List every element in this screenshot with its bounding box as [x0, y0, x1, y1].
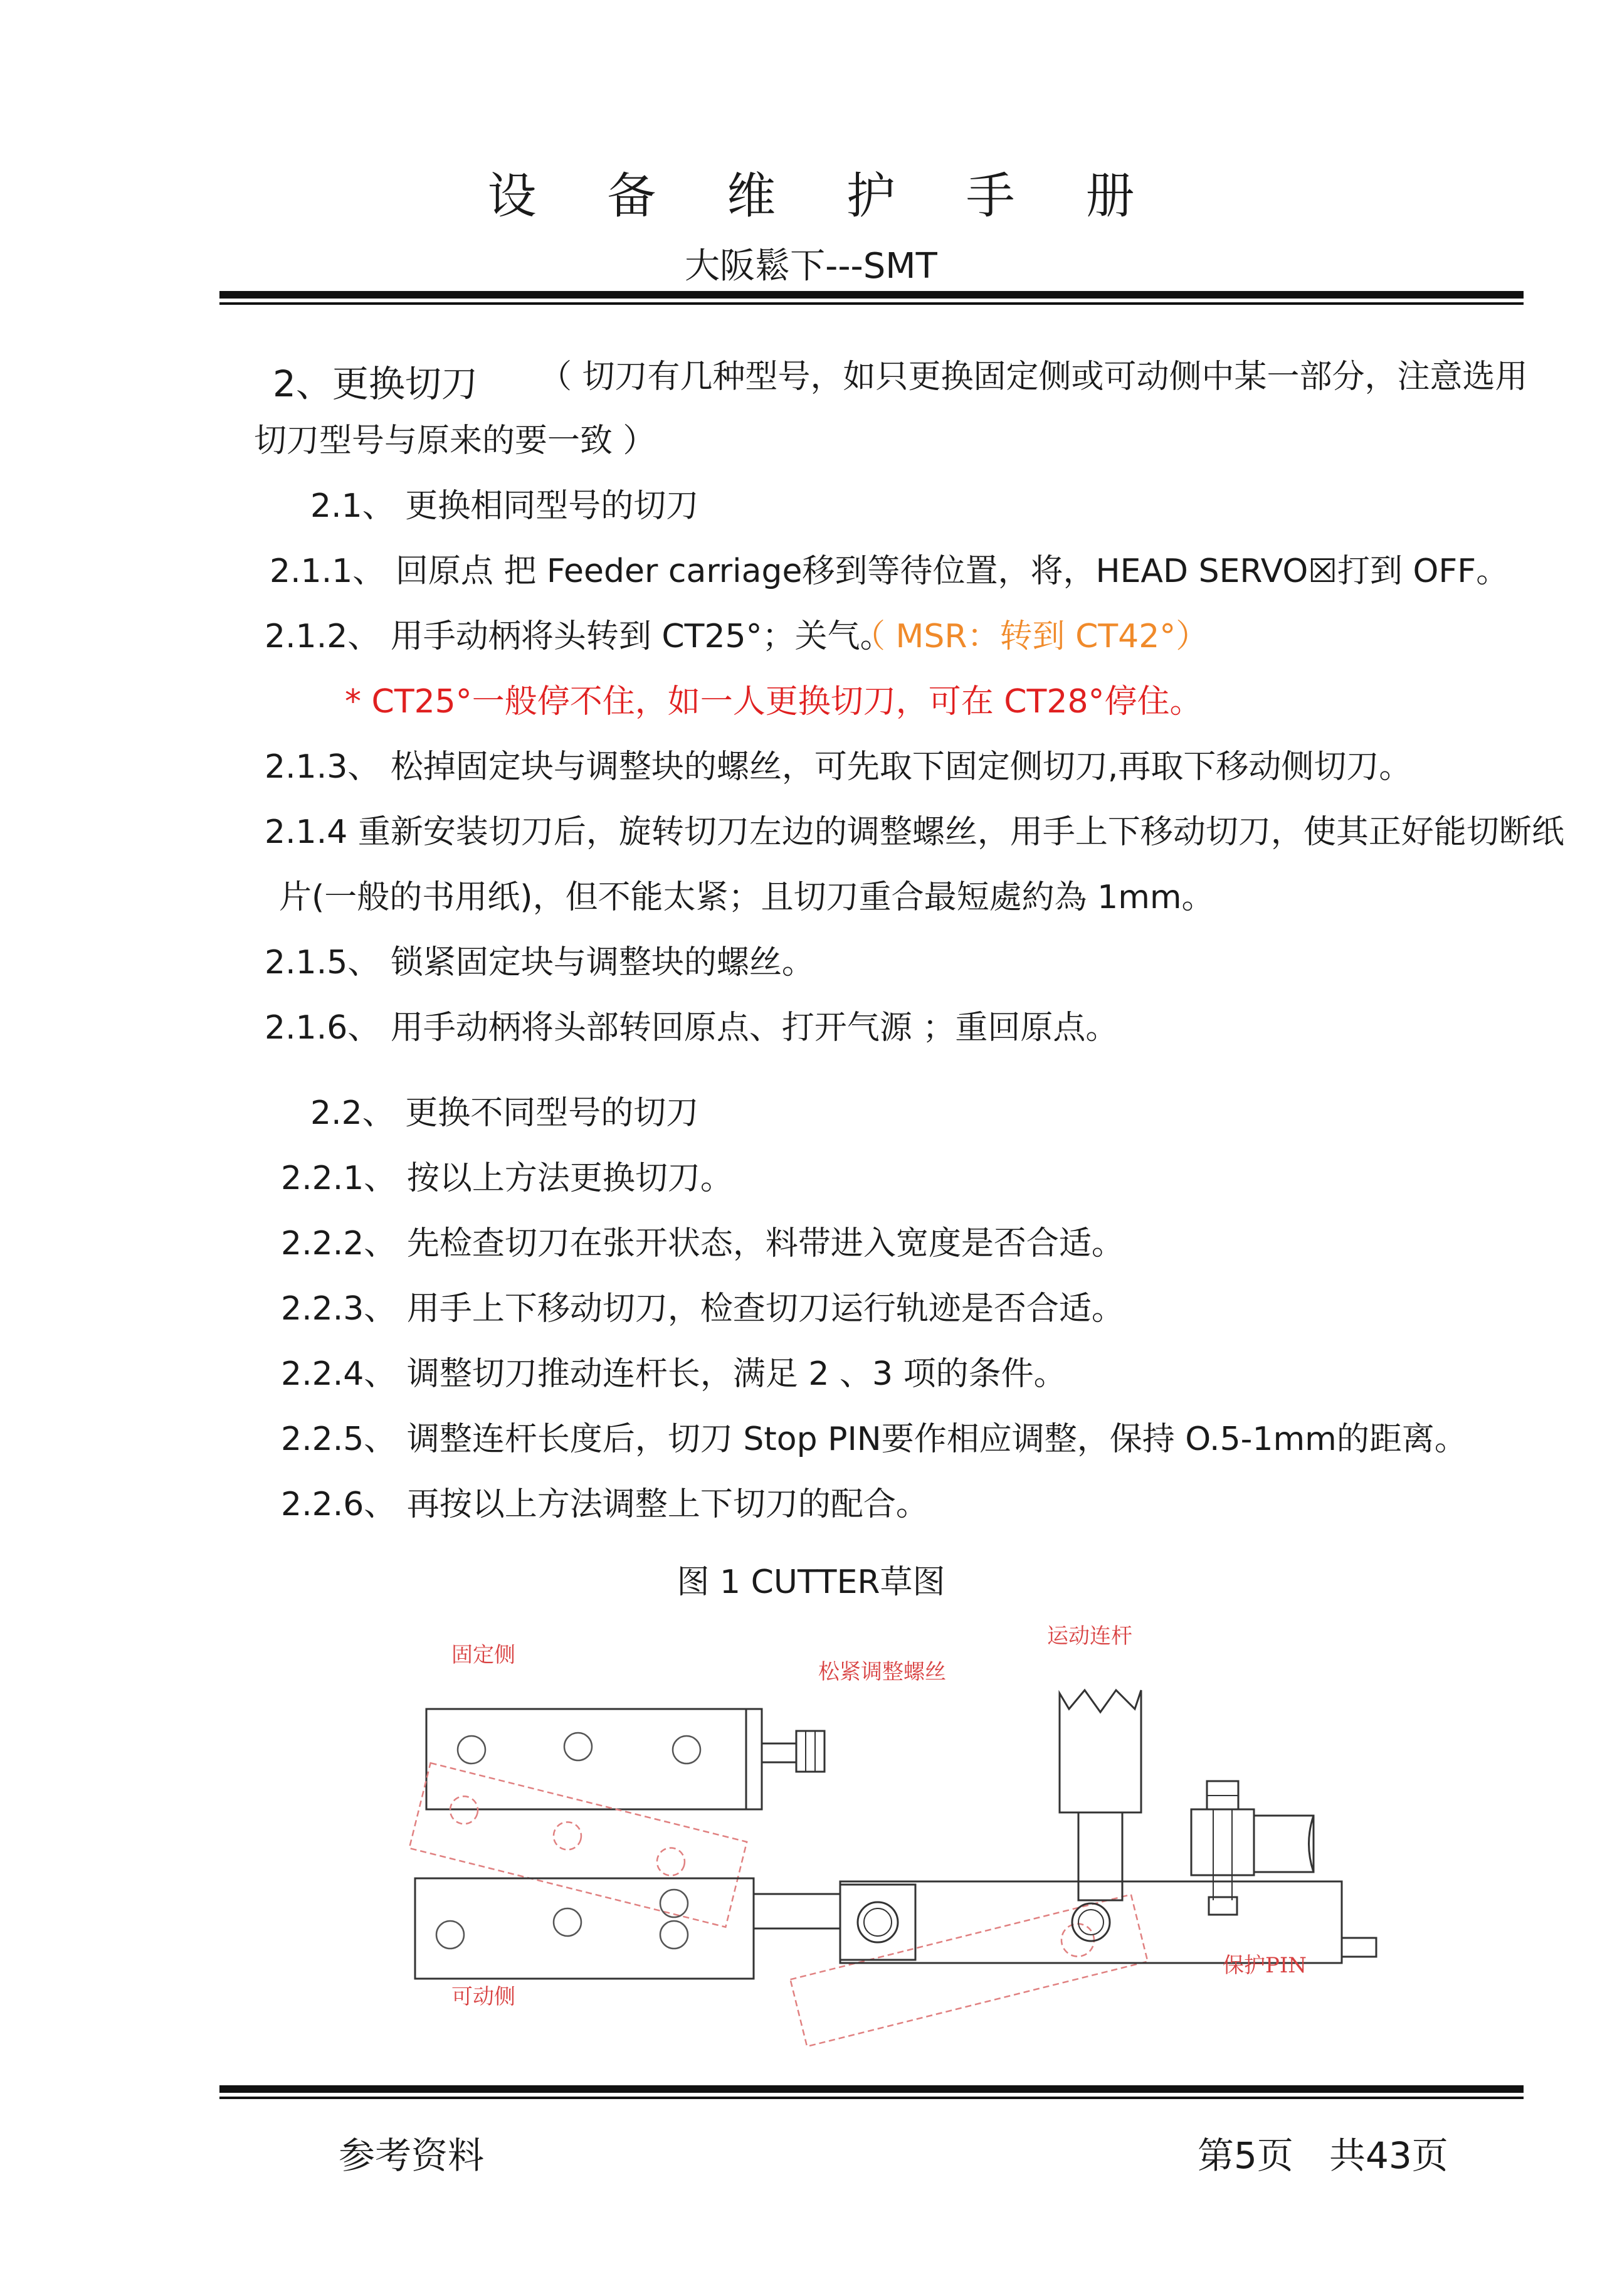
header-rule-thick: [219, 291, 1524, 299]
section-heading: 2、更换切刀: [273, 362, 478, 405]
label-link-rod: 运动连杆: [1047, 1624, 1132, 1649]
step-2-2-6: 2.2.6、 再按以上方法调整上下切刀的配合。: [281, 1486, 929, 1523]
step-2-1-2-note: （ MSR：转到 CT42°）: [853, 618, 1209, 655]
adjust-screw: [762, 1743, 796, 1762]
fixed-blade: [426, 1709, 746, 1809]
footer-rule-thin: [219, 2097, 1524, 2099]
section-note-line1: （ 切刀有几种型号，如只更换固定侧或可动侧中某一部分，注意选用: [539, 358, 1528, 396]
footer-total-pages: 共43页: [1329, 2134, 1448, 2177]
moving-block-open-position: [791, 1895, 1148, 2046]
step-2-1-6: 2.1.6、 用手动柄将头部转回原点、打开气源 ；重回原点。: [265, 1009, 1119, 1047]
fixed-blade-open-position: [409, 1763, 747, 1927]
step-2-1-5: 2.1.5、 锁紧固定块与调整块的螺丝。: [265, 944, 814, 981]
label-loosen-screw: 松紧调整螺丝: [818, 1659, 946, 1685]
subsection-2-2-heading: 2.2、 更换不同型号的切刀: [310, 1094, 699, 1132]
footer-page-number: 第5页: [1198, 2134, 1293, 2177]
label-movable-side: 可动侧: [451, 1984, 515, 2009]
page-subtitle: 大阪鬆下---SMT: [685, 246, 937, 287]
movable-blade: [415, 1878, 754, 1979]
step-2-2-2: 2.2.2、 先检查切刀在张开状态，料带进入宽度是否合适。: [281, 1225, 1124, 1262]
footer-rule-thick: [219, 2085, 1524, 2093]
page-title: 设 备 维 护 手 册: [487, 168, 1162, 225]
figure-caption: 图 1 CUTTER草图: [677, 1563, 945, 1601]
step-2-2-3: 2.2.3、 用手上下移动切刀，检查切刀运行轨迹是否合适。: [281, 1290, 1124, 1328]
step-2-1-2-warning: * CT25°一般停不住，如一人更换切刀，可在 CT28°停住。: [345, 683, 1203, 721]
subsection-2-1-heading: 2.1、 更换相同型号的切刀: [310, 487, 699, 525]
cutter-diagram: [401, 1609, 1430, 2060]
step-2-2-1: 2.2.1、 按以上方法更换切刀。: [281, 1160, 733, 1197]
step-2-1-2: 2.1.2、 用手动柄将头转到 CT25°；关气。: [265, 618, 893, 655]
protect-pin: [1342, 1938, 1376, 1957]
footer-reference-label: 参考资料: [339, 2134, 485, 2177]
step-2-1-3: 2.1.3、 松掉固定块与调整块的螺丝，可先取下固定侧切刀,再取下移动侧切刀。: [265, 748, 1412, 786]
header-rule-thin: [219, 302, 1524, 305]
step-2-1-4-line2: 片(一般的书用纸)，但不能太紧；且切刀重合最短處約為 1mm。: [279, 879, 1214, 916]
step-2-2-4: 2.2.4、 调整切刀推动连杆长，满足 2 、3 项的条件。: [281, 1355, 1066, 1393]
link-rod: [1060, 1690, 1141, 1812]
label-protect-pin: 保护PIN: [1223, 1953, 1307, 1978]
section-note-line2: 切刀型号与原来的要一致 ）: [254, 422, 656, 460]
step-2-1-1: 2.1.1、 回原点 把 Feeder carriage移到等待位置，将，HEAD SERVO☒打到 OFF。: [270, 553, 1509, 590]
step-2-1-4-line1: 2.1.4 重新安装切刀后，旋转切刀左边的调整螺丝，用手上下移动切刀，使其正好能切断纸: [265, 813, 1564, 851]
step-2-2-5: 2.2.5、 调整连杆长度后，切刀 Stop PIN要作相应调整，保持 O.5-1mm的距离。: [281, 1420, 1467, 1458]
label-fixed-side: 固定侧: [451, 1643, 515, 1668]
